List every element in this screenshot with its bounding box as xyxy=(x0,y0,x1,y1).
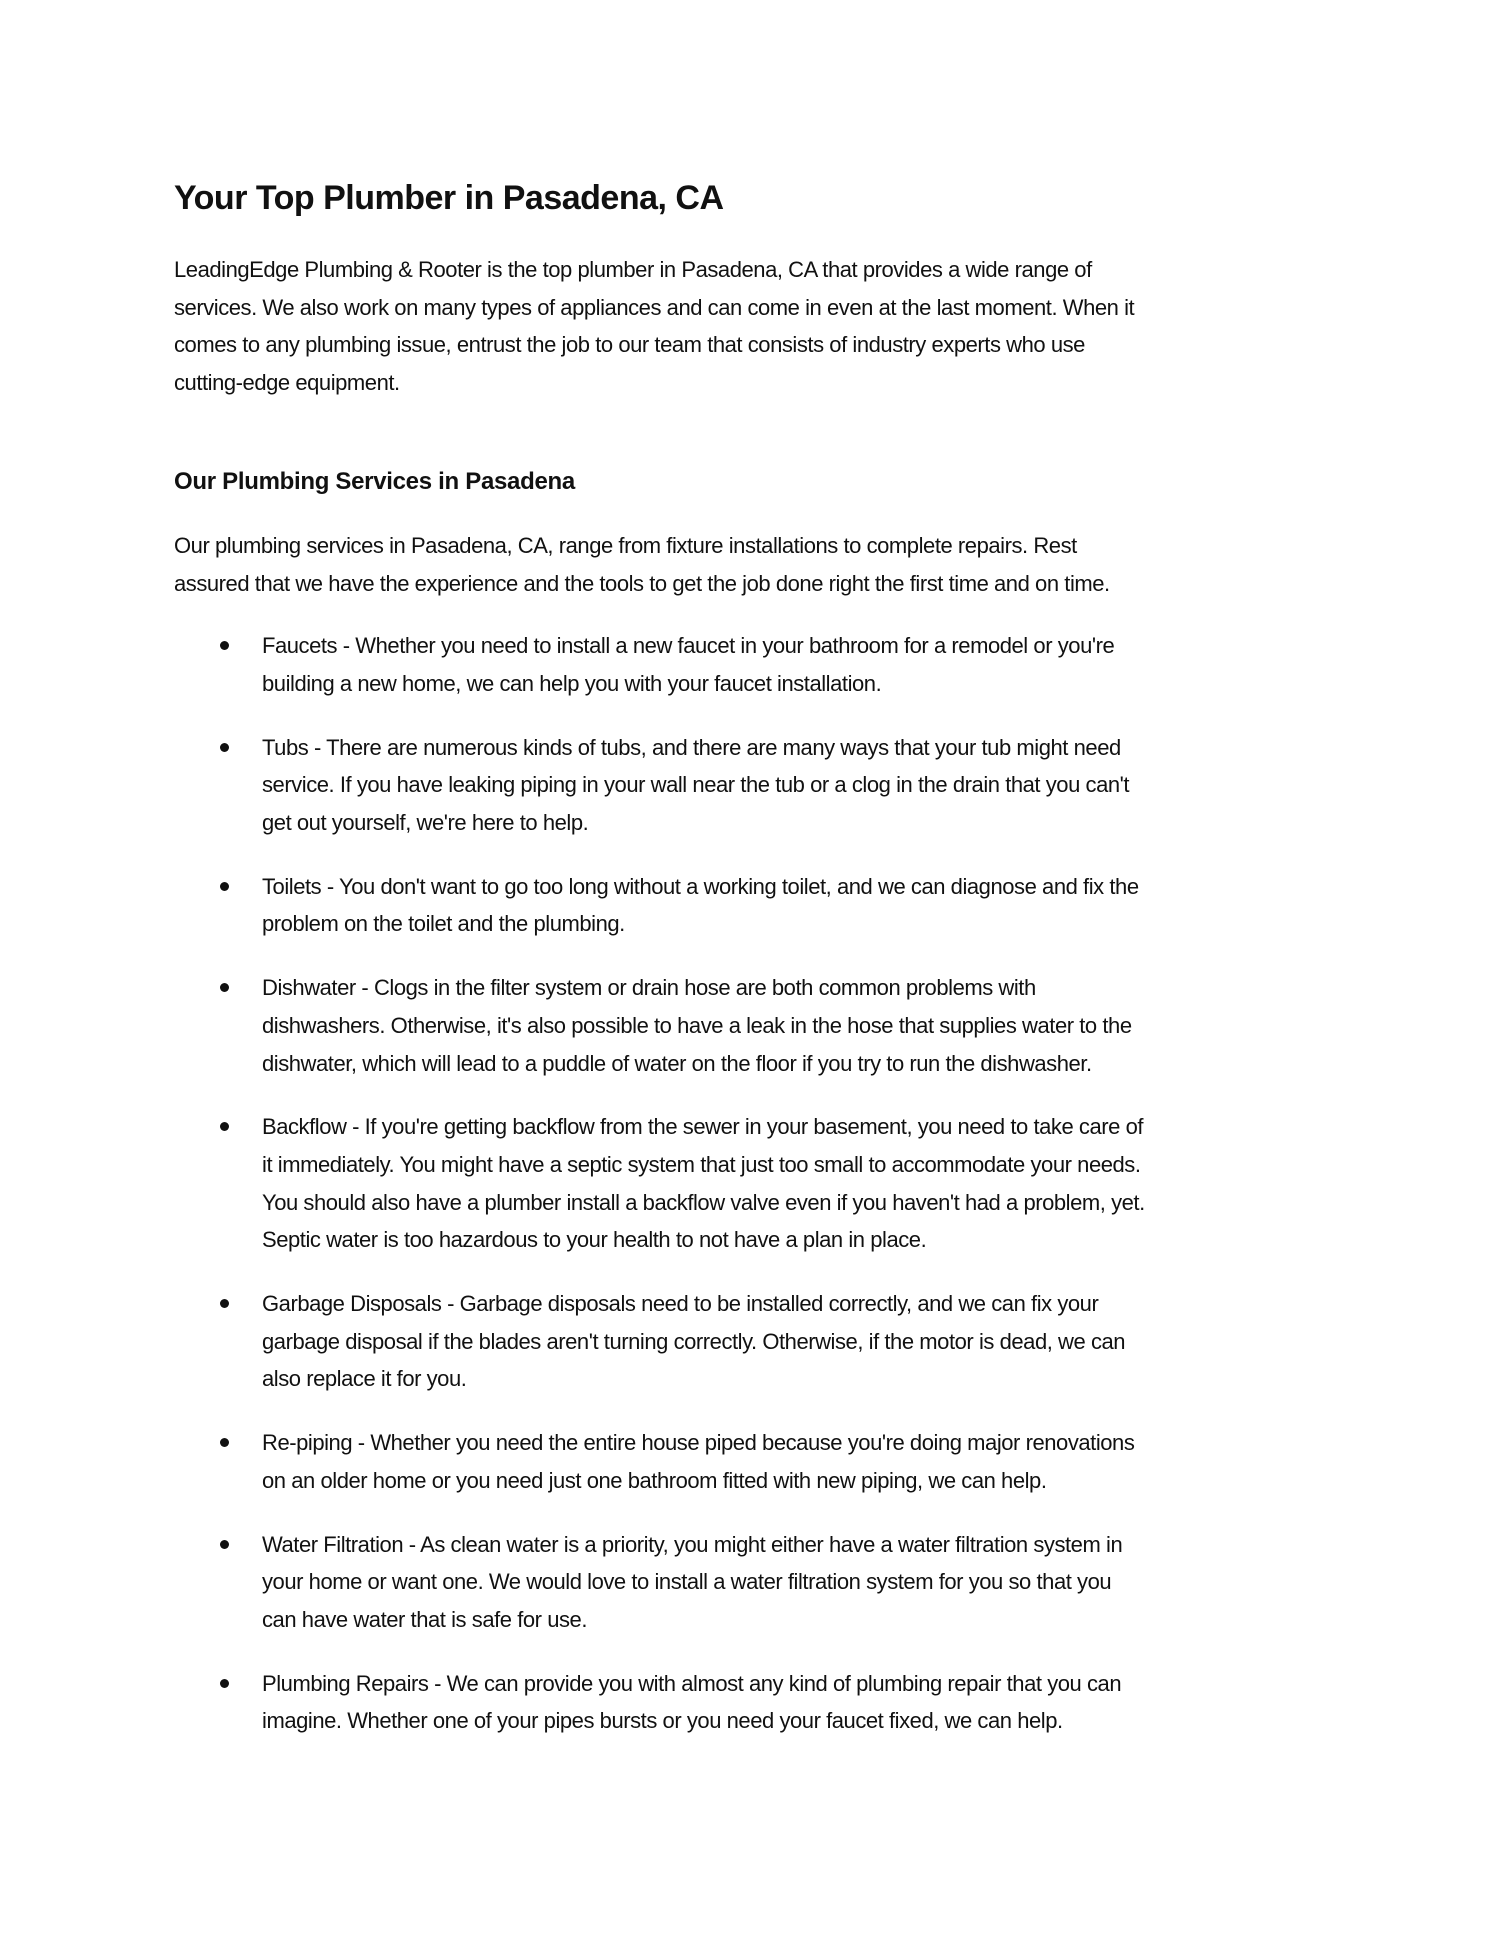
service-list-item xyxy=(174,1108,1334,1259)
bullet-icon xyxy=(220,1679,229,1688)
text-line: Our plumbing services in Pasadena, CA, range from fixture installations to complete repairs. Rest xyxy=(174,532,1077,558)
text-line: get out yourself, we're here to help. xyxy=(262,810,589,836)
text-line: Plumbing Repairs - We can provide you with almost any kind of plumbing repair that you can xyxy=(262,1670,1122,1696)
text-line: Re-piping - Whether you need the entire house piped because you're doing major renovations xyxy=(262,1430,1135,1456)
bullet-icon xyxy=(220,1299,229,1308)
text-line: Tubs - There are numerous kinds of tubs, and there are many ways that your tub might need xyxy=(262,734,1121,760)
text-line: Backflow - If you're getting backflow from the sewer in your basement, you need to take care of xyxy=(262,1114,1144,1140)
text-line: problem on the toilet and the plumbing. xyxy=(262,911,625,937)
service-list-item xyxy=(174,729,1334,842)
text-line: on an older home or you need just one bathroom fitted with new piping, we can help. xyxy=(262,1467,1047,1493)
text-line: Water Filtration - As clean water is a priority, you might either have a water filtration system in xyxy=(262,1531,1123,1557)
text-line: Garbage Disposals - Garbage disposals need to be installed correctly, and we can fix your xyxy=(262,1291,1099,1317)
service-list-item xyxy=(174,1526,1334,1639)
text-line: building a new home, we can help you with your faucet installation. xyxy=(262,670,882,696)
bullet-icon xyxy=(220,1540,229,1549)
intro-paragraph xyxy=(174,251,1334,402)
service-list-item xyxy=(174,969,1334,1082)
text-line: You should also have a plumber install a backflow valve even if you haven't had a problem, yet. xyxy=(262,1189,1145,1215)
service-list-item xyxy=(174,868,1334,943)
service-list-item xyxy=(174,1424,1334,1499)
services-intro-paragraph xyxy=(174,527,1334,602)
text-line: dishwater, which will lead to a puddle of water on the floor if you try to run the dishwasher. xyxy=(262,1050,1092,1076)
service-list-item xyxy=(174,1665,1334,1740)
text-line: Faucets - Whether you need to install a new faucet in your bathroom for a remodel or you're xyxy=(262,633,1115,659)
services-heading: Our Plumbing Services in Pasadena xyxy=(174,467,575,495)
service-list-item xyxy=(174,627,1334,702)
text-line: imagine. Whether one of your pipes bursts or you need your faucet fixed, we can help. xyxy=(262,1708,1063,1734)
text-line: services. We also work on many types of appliances and can come in even at the last moment. When it xyxy=(174,294,1135,320)
text-line: it immediately. You might have a septic system that just too small to accommodate your needs. xyxy=(262,1151,1141,1177)
text-line: LeadingEdge Plumbing & Rooter is the top plumber in Pasadena, CA that provides a wide range of xyxy=(174,257,1092,282)
bullet-icon xyxy=(220,641,229,650)
bullet-icon xyxy=(220,983,229,992)
bullet-icon xyxy=(220,743,229,752)
text-line: garbage disposal if the blades aren't turning correctly. Otherwise, if the motor is dead, we can xyxy=(262,1328,1126,1354)
text-line: also replace it for you. xyxy=(262,1366,467,1392)
text-line: comes to any plumbing issue, entrust the job to our team that consists of industry experts who use xyxy=(174,332,1085,358)
bullet-icon xyxy=(220,882,229,891)
text-line: Toilets - You don't want to go too long without a working toilet, and we can diagnose and fix the xyxy=(262,873,1139,899)
text-line: assured that we have the experience and the tools to get the job done right the first time and on time. xyxy=(174,570,1110,596)
text-line: Dishwater - Clogs in the filter system or drain hose are both common problems with xyxy=(262,975,1036,1001)
page-title: Your Top Plumber in Pasadena, CA xyxy=(174,179,724,217)
text-line: service. If you have leaking piping in your wall near the tub or a clog in the drain that you can't xyxy=(262,772,1130,798)
text-line: can have water that is safe for use. xyxy=(262,1606,587,1632)
services-list xyxy=(174,627,1334,1740)
text-line: Septic water is too hazardous to your health to not have a plan in place. xyxy=(262,1227,927,1253)
text-line: dishwashers. Otherwise, it's also possible to have a leak in the hose that supplies water to the xyxy=(262,1012,1132,1038)
service-list-item xyxy=(174,1285,1334,1398)
document-page xyxy=(174,176,1334,1766)
bullet-icon xyxy=(220,1438,229,1447)
text-line: cutting-edge equipment. xyxy=(174,370,400,396)
text-line: your home or want one. We would love to install a water filtration system for you so that you xyxy=(262,1569,1112,1595)
bullet-icon xyxy=(220,1122,229,1131)
